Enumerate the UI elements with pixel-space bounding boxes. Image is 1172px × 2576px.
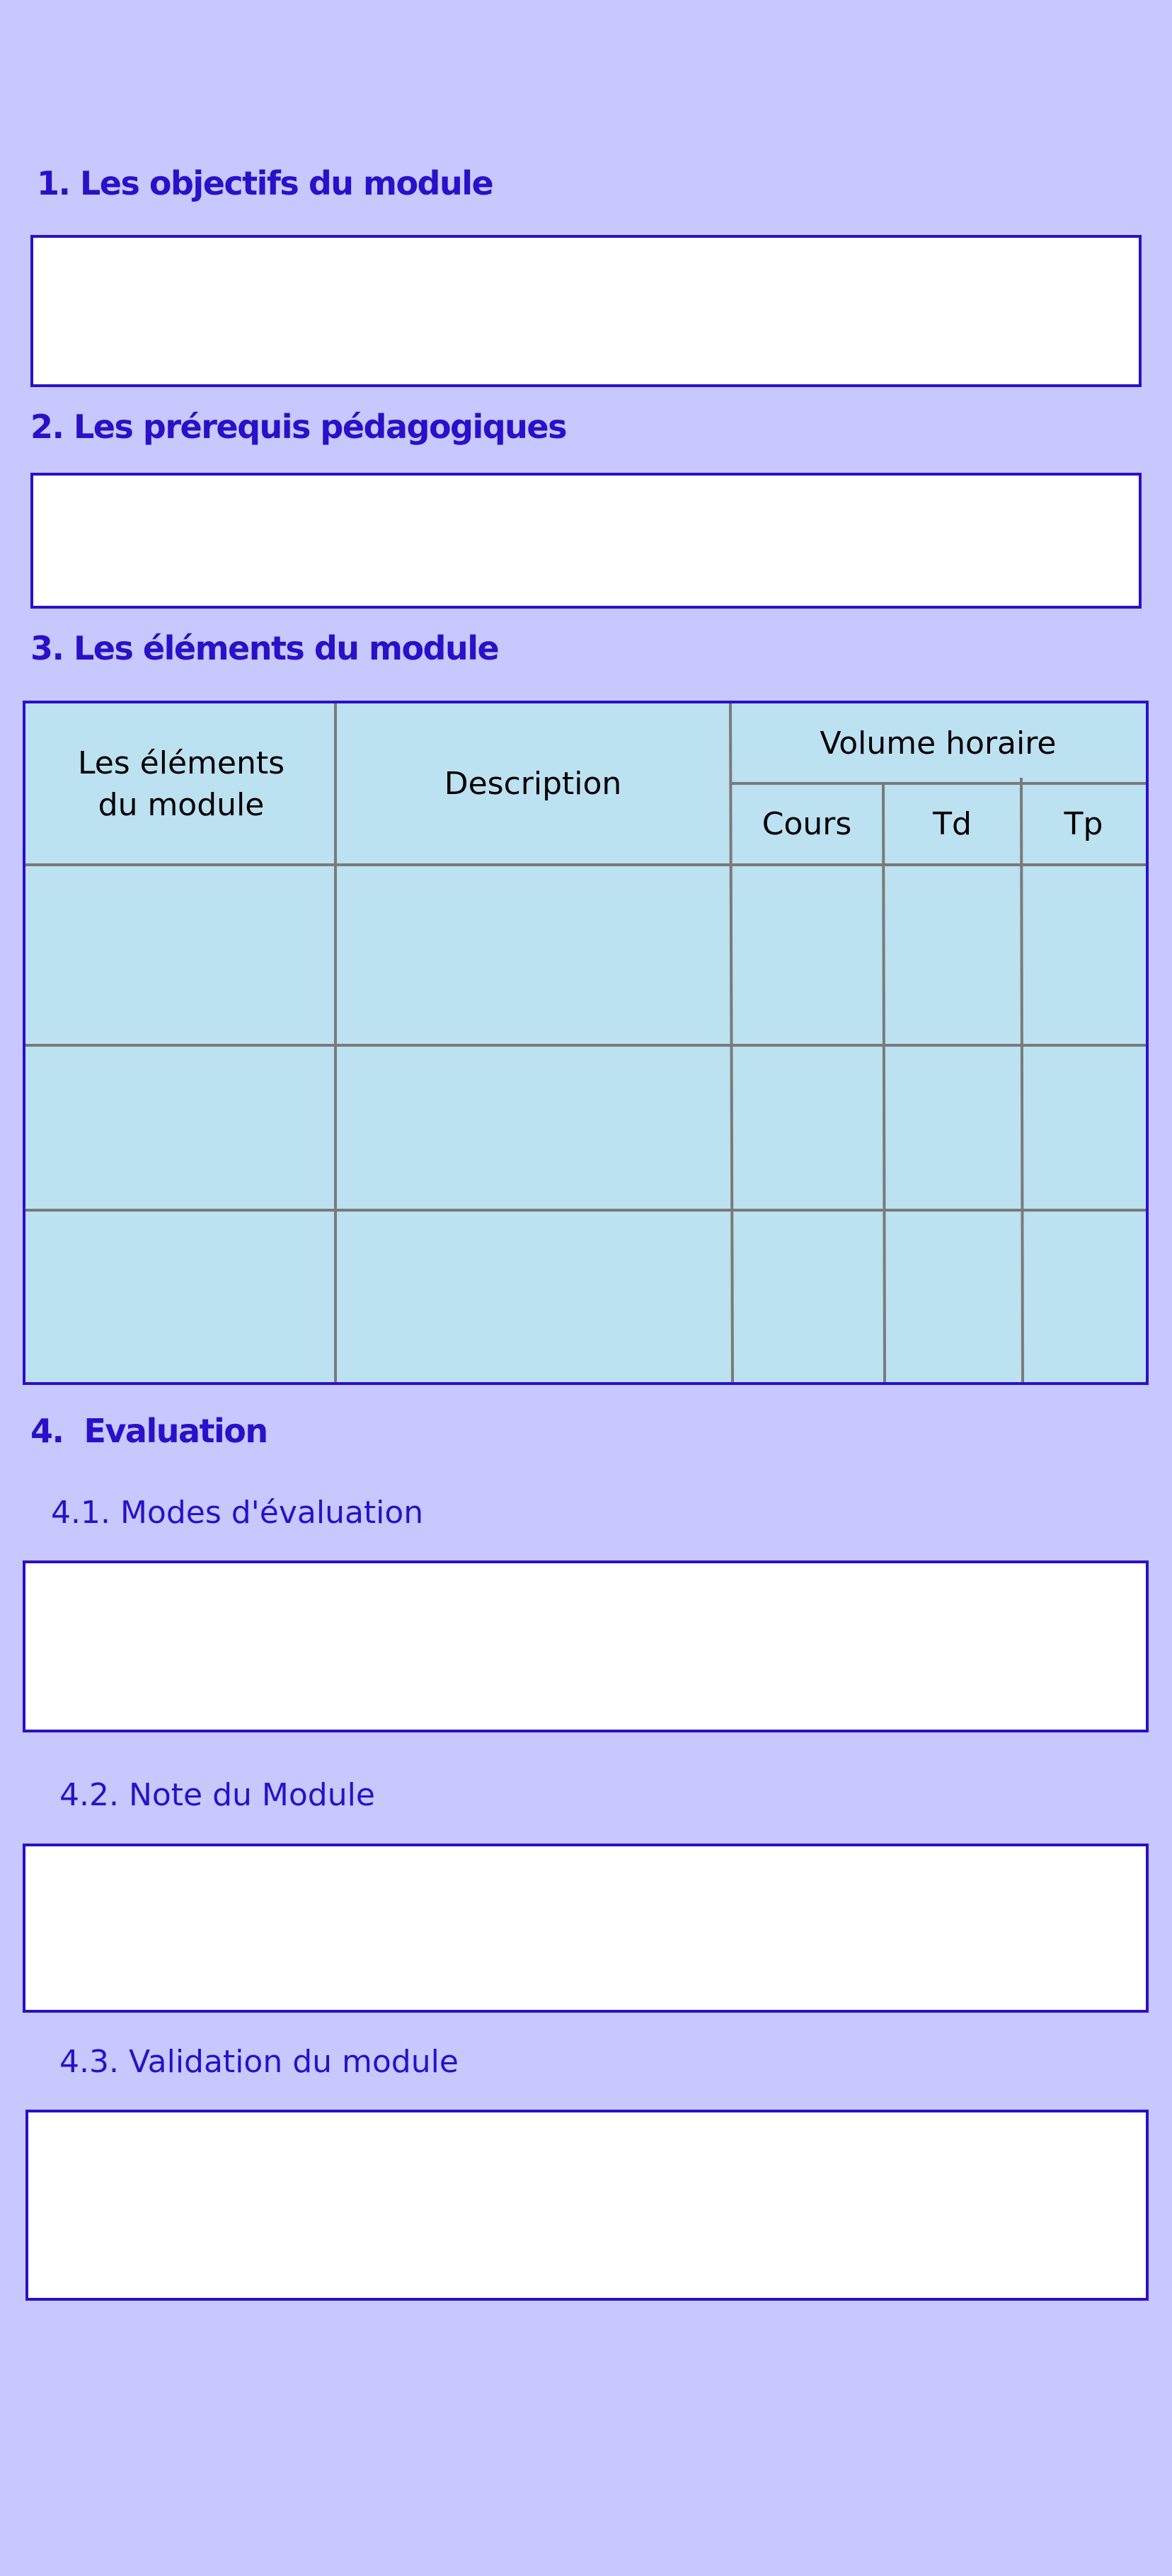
section-elements-title: 3. Les éléments du module bbox=[30, 629, 499, 667]
table-cell-element[interactable] bbox=[25, 865, 335, 1045]
table-cell-tp[interactable] bbox=[1021, 865, 1146, 1045]
header-volume-horaire: Volume horaire bbox=[820, 725, 1057, 761]
elements-table bbox=[23, 701, 1149, 1385]
section-prerequisites-title: 2. Les prérequis pédagogiques bbox=[30, 408, 567, 446]
table-cell-element[interactable] bbox=[25, 1210, 335, 1382]
table-cell-cours[interactable] bbox=[730, 1210, 883, 1382]
header-td: Td bbox=[933, 805, 972, 842]
module-note-title: 4.2. Note du Module bbox=[59, 1777, 375, 1813]
table-cell-element[interactable] bbox=[25, 1045, 335, 1210]
section-evaluation-title: 4. Evaluation bbox=[30, 1412, 268, 1450]
table-cell-cours[interactable] bbox=[730, 1045, 883, 1210]
table-cell-td[interactable] bbox=[883, 1045, 1021, 1210]
module-validation-title: 4.3. Validation du module bbox=[59, 2044, 459, 2080]
objectives-input[interactable] bbox=[30, 235, 1142, 387]
module-validation-input[interactable] bbox=[25, 2110, 1149, 2301]
table-cell-description[interactable] bbox=[335, 1045, 730, 1210]
evaluation-modes-title: 4.1. Modes d'évaluation bbox=[51, 1495, 424, 1531]
header-tp: Tp bbox=[1064, 805, 1103, 842]
table-cell-description[interactable] bbox=[335, 865, 730, 1045]
header-cours: Cours bbox=[762, 805, 852, 842]
header-description: Description bbox=[444, 766, 622, 803]
table-cell-td[interactable] bbox=[883, 1210, 1021, 1382]
module-note-input[interactable] bbox=[23, 1844, 1149, 2013]
table-cell-tp[interactable] bbox=[1021, 1210, 1146, 1382]
header-elements: Les éléments du module bbox=[77, 744, 285, 823]
table-cell-cours[interactable] bbox=[730, 865, 883, 1045]
table-cell-tp[interactable] bbox=[1021, 1045, 1146, 1210]
prerequisites-input[interactable] bbox=[30, 473, 1142, 609]
evaluation-modes-input[interactable] bbox=[23, 1560, 1149, 1732]
table-cell-description[interactable] bbox=[335, 1210, 730, 1382]
section-objectives-title: 1. Les objectifs du module bbox=[37, 164, 493, 202]
table-cell-td[interactable] bbox=[883, 865, 1021, 1045]
